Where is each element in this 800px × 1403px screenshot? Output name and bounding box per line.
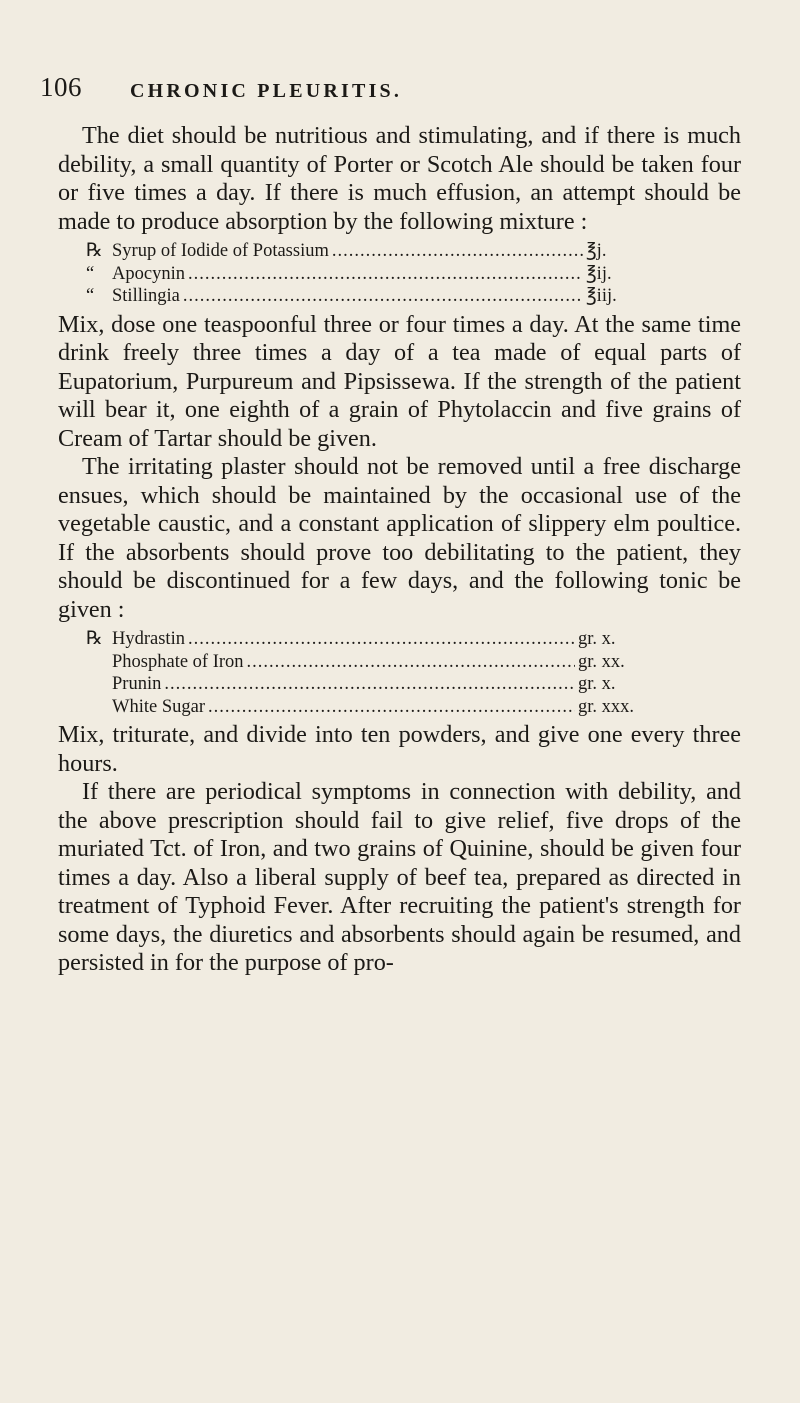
ingredient-quantity: ℥iij.: [586, 286, 617, 306]
dot-leader: [188, 263, 583, 286]
ingredient-name: Phosphate of Iron: [112, 651, 244, 672]
paragraph-dose: Mix, dose one teaspoonful three or four times a day. At the same time drink freely three times a day of a tea made of equal parts of Eupatorium, Purpureum and Pipsissewa. If the strength of the patient will bear it, one eighth of a grain of Phytolaccin and five grains of Cream of Tartar should be given.: [58, 310, 741, 452]
dot-leader: [208, 696, 575, 719]
prescription-mixture: [58, 240, 741, 308]
prescription-symbol: ℞: [86, 629, 103, 649]
paragraph-plaster: The irritating plaster should not be removed until a free discharge ensues, which should be maintained by the occasional use of the vegetable caustic, and a constant application of slippery elm poultice. If the absorbents should prove too debilitating to the patient, they should be discontinued for a few days, and the following tonic be given :: [58, 453, 741, 623]
dot-leader: [188, 628, 575, 651]
ingredient-name: Syrup of Iodide of Potassium: [112, 241, 329, 261]
dot-leader: [183, 285, 583, 308]
prescription-line: [58, 263, 626, 286]
prescription-line: [58, 696, 635, 719]
ingredient-name: Prunin: [112, 674, 162, 694]
ingredient-name: Hydrastin: [112, 629, 185, 649]
dot-leader: [247, 651, 575, 674]
prescription-line: [58, 651, 626, 674]
ingredient-quantity: gr. x.: [578, 674, 616, 694]
running-head: CHRONIC PLEURITIS.: [130, 80, 403, 102]
ditto-mark: “: [86, 286, 95, 306]
ingredient-quantity: gr. x.: [578, 629, 616, 649]
prescription-line: [58, 285, 626, 308]
paragraph-periodical: If there are periodical symptoms in connection with debility, and the above prescription should fail to give relief, five drops of the muriated Tct. of Iron, and two grains of Quinine, should be given four times a day. Also a liberal supply of beef tea, prepared as directed in treatment of Typhoid Fever. After recruiting the patient's strength for some days, the diuretics and absorbents should again be resumed, and persisted in for the purpose of pro-: [58, 778, 741, 976]
ingredient-quantity: gr. xx.: [578, 651, 625, 672]
ditto-mark: “: [86, 263, 95, 284]
paragraph-diet: The diet should be nutritious and stimulating, and if there is much debility, a small quantity of Porter or Scotch Ale should be taken four or five times a day. If there is much effusion, an attempt should be made to produce absorption by the following mixture :: [58, 122, 741, 235]
page-number: 106: [40, 72, 82, 102]
paragraph-triturate: Mix, triturate, and divide into ten powders, and give one every three hours.: [58, 721, 741, 777]
ingredient-name: Stillingia: [112, 286, 180, 306]
prescription-line: [58, 673, 626, 696]
prescription-tonic: [58, 628, 741, 718]
prescription-symbol: ℞: [86, 241, 103, 261]
ingredient-name: Apocynin: [112, 263, 185, 284]
ingredient-quantity: ℥ij.: [586, 263, 612, 284]
body-text: [58, 122, 741, 978]
ingredient-name: White Sugar: [112, 696, 205, 717]
ingredient-quantity: ℥j.: [586, 241, 607, 261]
ingredient-quantity: gr. xxx.: [578, 696, 635, 717]
prescription-line: [58, 240, 626, 263]
dot-leader: [332, 240, 583, 263]
dot-leader: [164, 673, 575, 696]
prescription-line: [58, 628, 626, 651]
